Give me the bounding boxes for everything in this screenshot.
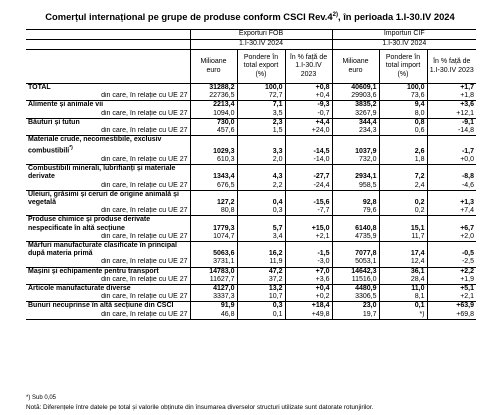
cell-value: 2,6 [379,136,427,156]
cell-value: 100,0 [237,84,285,93]
cell-value: +12,1 [427,110,476,119]
cell-value: 3,3 [237,136,285,156]
table-row [26,190,476,207]
cell-value: 3835,2 [332,101,379,110]
cell-value: +18,4 [285,302,332,311]
cell-value: 16,2 [237,241,285,258]
table-row [26,118,476,127]
cell-value: 4480,9 [332,285,379,294]
cell-value: +2,2 [427,267,476,276]
cell-value: -0,5 [427,241,476,258]
table-row [26,267,476,276]
trade-table [26,29,476,320]
cell-value: 37,2 [237,276,285,285]
row-label: din care, în relație cu UE 27 [101,92,188,100]
cell-value: 22736,5 [190,92,237,101]
header-exports: Exporturi FOB [190,30,332,40]
table-row-eu27 [26,207,476,216]
row-label: din care, în relație cu UE 27 [101,275,188,283]
cell-value: +7,0 [285,267,332,276]
cell-value: 15,1 [379,216,427,233]
cell-value: -27,7 [285,165,332,182]
row-label: din care, în relație cu UE 27 [101,293,188,301]
row-label: Mașini și echipamente pentru transport [26,267,190,276]
cell-value: 676,5 [190,182,237,191]
cell-value: +2,0 [427,233,476,242]
cell-value: 36,1 [379,267,427,276]
cell-value: +24,0 [285,127,332,136]
cell-value: 29903,6 [332,92,379,101]
cell-value: 4127,0 [190,285,237,294]
cell-value: 2,3 [237,118,285,127]
cell-value: -3,0 [285,258,332,267]
cell-value: 5063,6 [190,241,237,258]
cell-value: 0,1 [237,311,285,320]
cell-value: 344,4 [332,118,379,127]
cell-value: 46,8 [190,311,237,320]
cell-value: 0,1 [379,302,427,311]
cell-value: 92,8 [332,190,379,207]
cell-value: 0,4 [237,190,285,207]
cell-value: +0,4 [285,92,332,101]
cell-value: +1,7 [427,84,476,93]
cell-value: 28,4 [379,276,427,285]
cell-value: -8,8 [427,165,476,182]
cell-value: -14,5 [285,136,332,156]
cell-value: +3,6 [427,101,476,110]
cell-value: +5,1 [427,285,476,294]
col-imp-change: în % față de 1.I-30.IV 2023 [427,50,476,84]
footnote-note: Notă: Diferențele între datele pe total și valorile obținute din însumarea diverselor structuri utilizate sunt datorate rotunjirilor. [26,404,374,411]
cell-value: 72,7 [237,92,285,101]
cell-value: 100,0 [379,84,427,93]
cell-value: +63,9 [427,302,476,311]
cell-value: -4,6 [427,182,476,191]
row-label: din care, în relație cu UE 27 [101,258,188,266]
cell-value: 1029,3 [190,136,237,156]
cell-value: 14783,0 [190,267,237,276]
cell-value: 2934,1 [332,165,379,182]
cell-value: 91,9 [190,302,237,311]
footnote-sub: *) Sub 0,05 [26,395,57,401]
cell-value: -15,6 [285,190,332,207]
cell-value: +1,8 [427,92,476,101]
cell-value: -9,3 [285,101,332,110]
cell-value: 14642,3 [332,267,379,276]
cell-value: 13,2 [237,285,285,294]
table-row-eu27 [26,182,476,191]
cell-value: 4,3 [237,165,285,182]
page-title: Comerțul internațional pe grupe de produse conform CSCI Rev.4$^{2)}$, în perioada 1.I-30.IV 2024 [45,11,455,22]
header-imports: Importuri CIF [332,30,476,40]
cell-value: 80,8 [190,207,237,216]
cell-value: 19,7 [332,311,379,320]
cell-value: +3,6 [285,276,332,285]
cell-value: +1,9 [427,276,476,285]
cell-value: -2,5 [427,258,476,267]
cell-value: 6140,8 [332,216,379,233]
row-label: Combustibili minerali, lubrifianți și materiale derivate [26,165,190,182]
cell-value: +4,4 [285,118,332,127]
cell-value: 0,2 [379,207,427,216]
table-row [26,285,476,294]
table-body [26,84,476,320]
row-label: Materiale crude, necomestibile, exclusiv combustibili*) [26,136,190,156]
table-row-eu27 [26,276,476,285]
cell-value: 2,2 [237,182,285,191]
cell-value: 3,5 [237,110,285,119]
col-imp-value: Milioane euro [332,50,379,84]
row-label: din care, în relație cu UE 27 [101,207,188,215]
row-label: din care, în relație cu UE 27 [101,109,188,117]
cell-value: -0,7 [285,110,332,119]
row-label: din care, în relație cu UE 27 [101,155,188,163]
col-exp-value: Milioane euro [190,50,237,84]
table-row [26,136,476,156]
cell-value: 11516,0 [332,276,379,285]
cell-value: 11627,7 [190,276,237,285]
row-label-sup: *) [69,145,73,152]
row-label: Alimente și animale vii [26,101,190,110]
cell-value: 0,8 [379,118,427,127]
header-period-exports: 1.I-30.IV 2024 [190,40,332,50]
table-row [26,241,476,258]
cell-value: 3306,5 [332,293,379,302]
row-label: Mărfuri manufacturate clasificate în principal după materia primă [26,241,190,258]
row-label: din care, în relație cu UE 27 [26,311,190,320]
cell-value: +2,1 [427,293,476,302]
row-label: din care, în relație cu UE 27 [101,127,188,135]
cell-value: 127,2 [190,190,237,207]
cell-value: -1,7 [427,136,476,156]
row-label: TOTAL [26,84,190,93]
cell-value: 457,6 [190,127,237,136]
cell-value: 1037,9 [332,136,379,156]
cell-value: 10,7 [237,293,285,302]
cell-value: 7077,8 [332,241,379,258]
table-row-eu27 [26,92,476,101]
cell-value: 40609,1 [332,84,379,93]
table-row-eu27 [26,110,476,119]
cell-value: -14,8 [427,127,476,136]
cell-value: 0,6 [379,127,427,136]
table-row-eu27 [26,311,476,320]
cell-value: 610,3 [190,156,237,165]
header-corner [26,30,190,40]
cell-value: 1074,7 [190,233,237,242]
cell-value: -9,1 [427,118,476,127]
cell-value: +69,8 [427,311,476,320]
cell-value: 2,4 [379,182,427,191]
cell-value: 8,0 [379,110,427,119]
cell-value: 0,2 [379,190,427,207]
cell-value: -7,7 [285,207,332,216]
cell-value: 11,7 [379,233,427,242]
table-row [26,101,476,110]
cell-value: +6,7 [427,216,476,233]
cell-value: 7,1 [237,101,285,110]
cell-value: 3267,9 [332,110,379,119]
cell-value: 47,2 [237,267,285,276]
cell-value: +0,2 [285,293,332,302]
table-row-eu27 [26,258,476,267]
cell-value: 12,4 [379,258,427,267]
cell-value: 2213,4 [190,101,237,110]
table-row-eu27 [26,293,476,302]
cell-value: 3731,1 [190,258,237,267]
cell-value: 1,5 [237,127,285,136]
cell-value: 234,3 [332,127,379,136]
col-imp-share: Pondere în total import (%) [379,50,427,84]
table-row [26,216,476,233]
row-label: Produse chimice și produse derivate nespecificate în altă secțiune [26,216,190,233]
cell-value: 732,0 [332,156,379,165]
table-row [26,165,476,182]
cell-value: 958,5 [332,182,379,191]
cell-value: 7,2 [379,165,427,182]
col-exp-share: Pondere în total export (%) [237,50,285,84]
row-label: Uleiuri, grăsimi și ceruri de origine animală și vegetală [26,190,190,207]
table-row-eu27 [26,156,476,165]
cell-value: +7,4 [427,207,476,216]
col-exp-change: în % față de 1.I-30.IV 2023 [285,50,332,84]
cell-value: 0,3 [237,207,285,216]
cell-value: 8,1 [379,293,427,302]
cell-value: +0,0 [427,156,476,165]
cell-value: 4735,9 [332,233,379,242]
cell-value: 3,4 [237,233,285,242]
cell-value: 11,0 [379,285,427,294]
header-period-imports: 1.I-30.IV 2024 [332,40,476,50]
cell-value: +0,4 [285,285,332,294]
cell-value: +15,0 [285,216,332,233]
cell-value: 5,7 [237,216,285,233]
row-label: Băuturi și tutun [26,118,190,127]
table-row-eu27 [26,127,476,136]
cell-value: 9,4 [379,101,427,110]
cell-value: 730,0 [190,118,237,127]
cell-value: 1779,3 [190,216,237,233]
cell-value: 23,0 [332,302,379,311]
cell-value: 2,0 [237,156,285,165]
row-label: din care, în relație cu UE 27 [101,181,188,189]
table-row [26,302,476,311]
row-label: Articole manufacturate diverse [26,285,190,294]
cell-value: +1,3 [427,190,476,207]
cell-value: -14,0 [285,156,332,165]
cell-value: 31288,2 [190,84,237,93]
cell-value: 5053,1 [332,258,379,267]
cell-value: +2,1 [285,233,332,242]
cell-value: +49,8 [285,311,332,320]
row-label: Bunuri necuprinse în altă secțiune din CSCI [26,302,190,311]
cell-value: 0,3 [237,302,285,311]
table-row [26,84,476,93]
cell-value: +0,8 [285,84,332,93]
cell-value: 1343,4 [190,165,237,182]
cell-value: 73,6 [379,92,427,101]
cell-value: -24,4 [285,182,332,191]
cell-value: 79,6 [332,207,379,216]
cell-value: 11,9 [237,258,285,267]
cell-value: -1,5 [285,241,332,258]
row-label: din care, în relație cu UE 27 [101,232,188,240]
cell-value: 17,4 [379,241,427,258]
cell-value: 1094,0 [190,110,237,119]
cell-value: 1,8 [379,156,427,165]
cell-value: 3337,3 [190,293,237,302]
cell-value: *) [379,311,427,320]
table-row-eu27 [26,233,476,242]
